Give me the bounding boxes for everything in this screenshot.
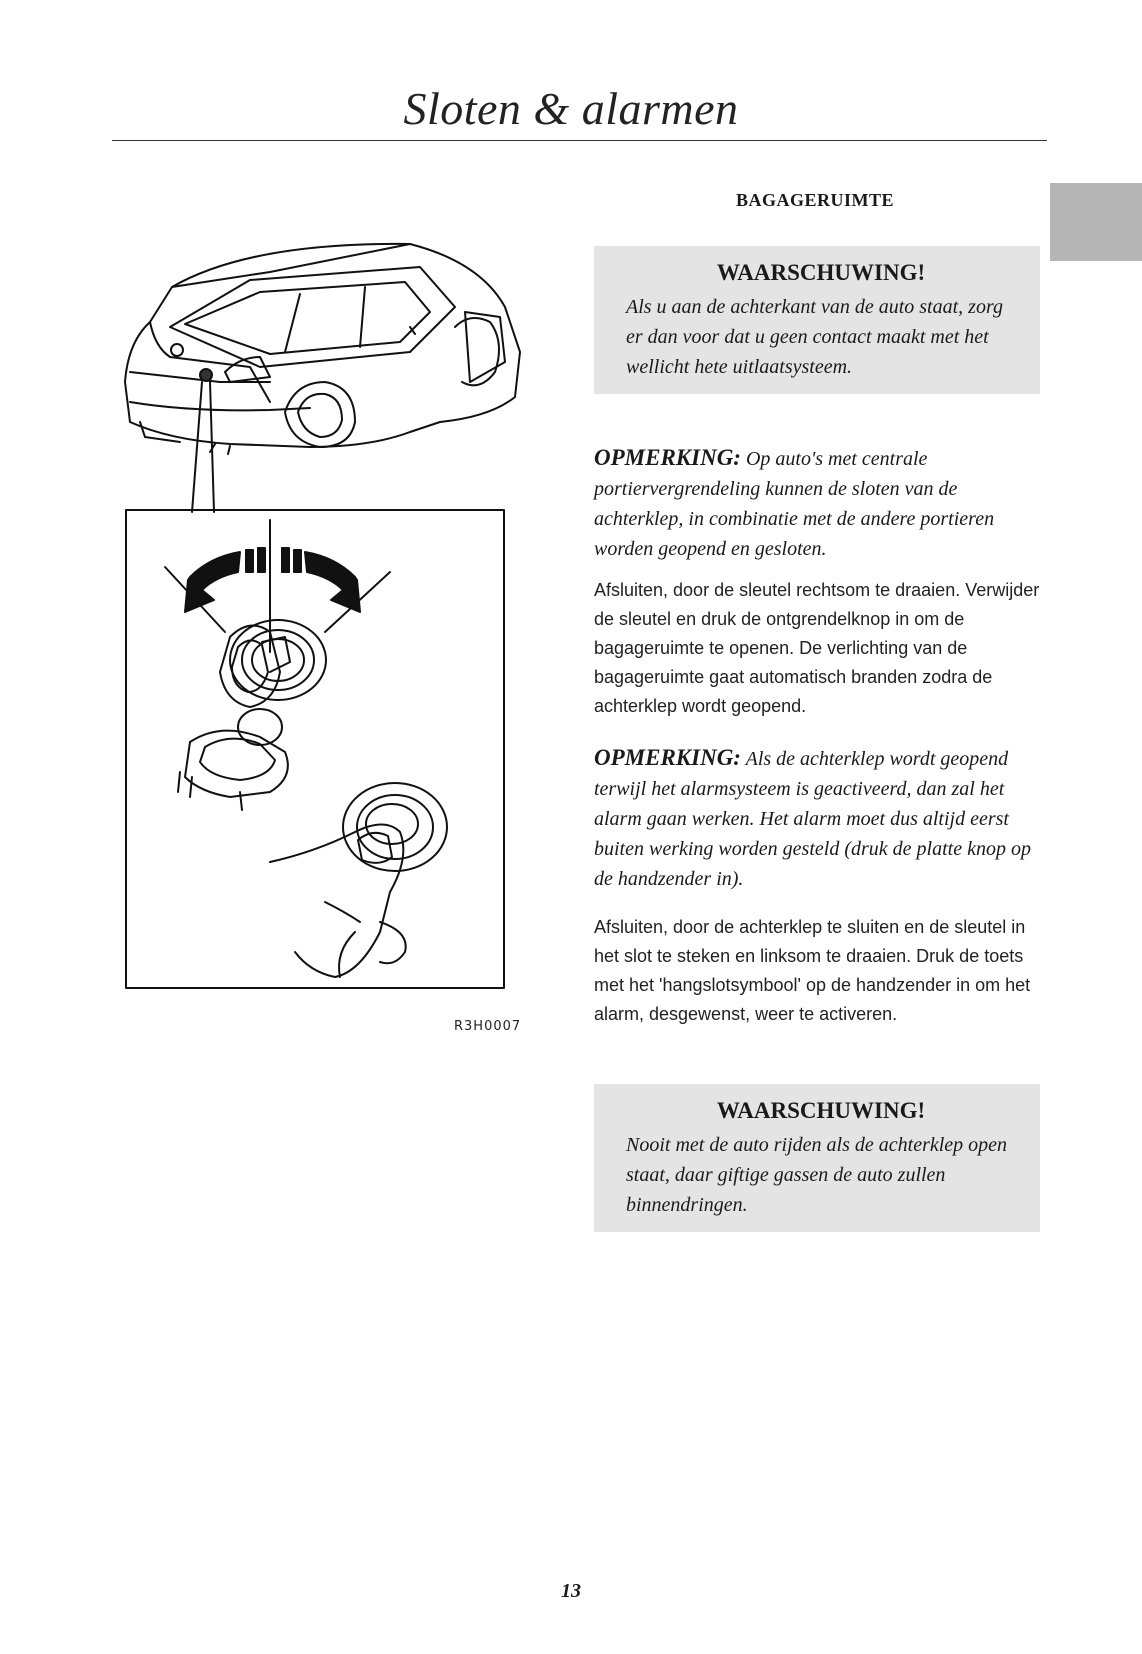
section-heading: BAGAGERUIMTE xyxy=(735,190,894,210)
note-central-locking xyxy=(594,443,1040,564)
thumb-index-tab xyxy=(1050,183,1142,261)
page-title: Sloten & alarmen xyxy=(403,83,739,134)
warning-text: Als u aan de achterkant van de auto staat, zorg er dan voor dat u geen contact maakt met het wellicht hete uitlaatsysteem. xyxy=(626,296,1003,378)
warning-box-tailgate-open xyxy=(594,1084,1040,1232)
finger-pressing-drawing xyxy=(270,825,406,978)
figure-code: R3H0007 xyxy=(454,1019,522,1034)
key-rotation-arrows xyxy=(165,520,390,652)
paragraph-locking: Afsluiten, door de sleutel rechtsom te draaien. Verwijder de sleutel en druk de ontgrendelknop in om de bagageruimte te openen. De verlichting van de bagageruimte gaat automatisch branden zodra de achterklep wordt geopend. xyxy=(594,580,1040,716)
note-label: OPMERKING: xyxy=(594,445,741,470)
paragraph-alarm-activation: Afsluiten, door de achterklep te sluiten en de sleutel in het slot te steken en linksom te draaien. Druk de toets met het 'hangslotsymbool' op de handzender in om het alarm, desgewenst, weer te activeren. xyxy=(594,917,1031,1024)
callout-pointer xyxy=(192,382,214,512)
header-rule xyxy=(112,140,1047,141)
inset-frame xyxy=(126,510,504,988)
note-alarm xyxy=(594,743,1040,894)
note-text: Als de achterklep wordt geopend terwijl het alarmsysteem is geactiveerd, dan zal het alarm gaan werken. Het alarm moet dus altijd eerst buiten werking worden gesteld (druk de platte knop op de handzender in). xyxy=(594,748,1031,890)
warning-title: WAARSCHUWING! xyxy=(716,1098,926,1123)
car-rear-view-drawing xyxy=(125,244,520,454)
key-and-fob-drawing xyxy=(178,626,290,810)
page-number: 13 xyxy=(561,1580,581,1602)
note-label: OPMERKING: xyxy=(594,745,741,770)
tailgate-lock-illustration xyxy=(110,232,540,1048)
warning-title: WAARSCHUWING! xyxy=(716,260,926,285)
warning-box-exhaust xyxy=(594,246,1040,394)
warning-text: Nooit met de auto rijden als de achterklep open staat, daar giftige gassen de auto zullen binnendringen. xyxy=(626,1134,1008,1216)
note-text: Op auto's met centrale portiervergrendeling kunnen de sloten van de achterklep, in combinatie met de andere portieren worden geopend en gesloten. xyxy=(594,448,995,560)
